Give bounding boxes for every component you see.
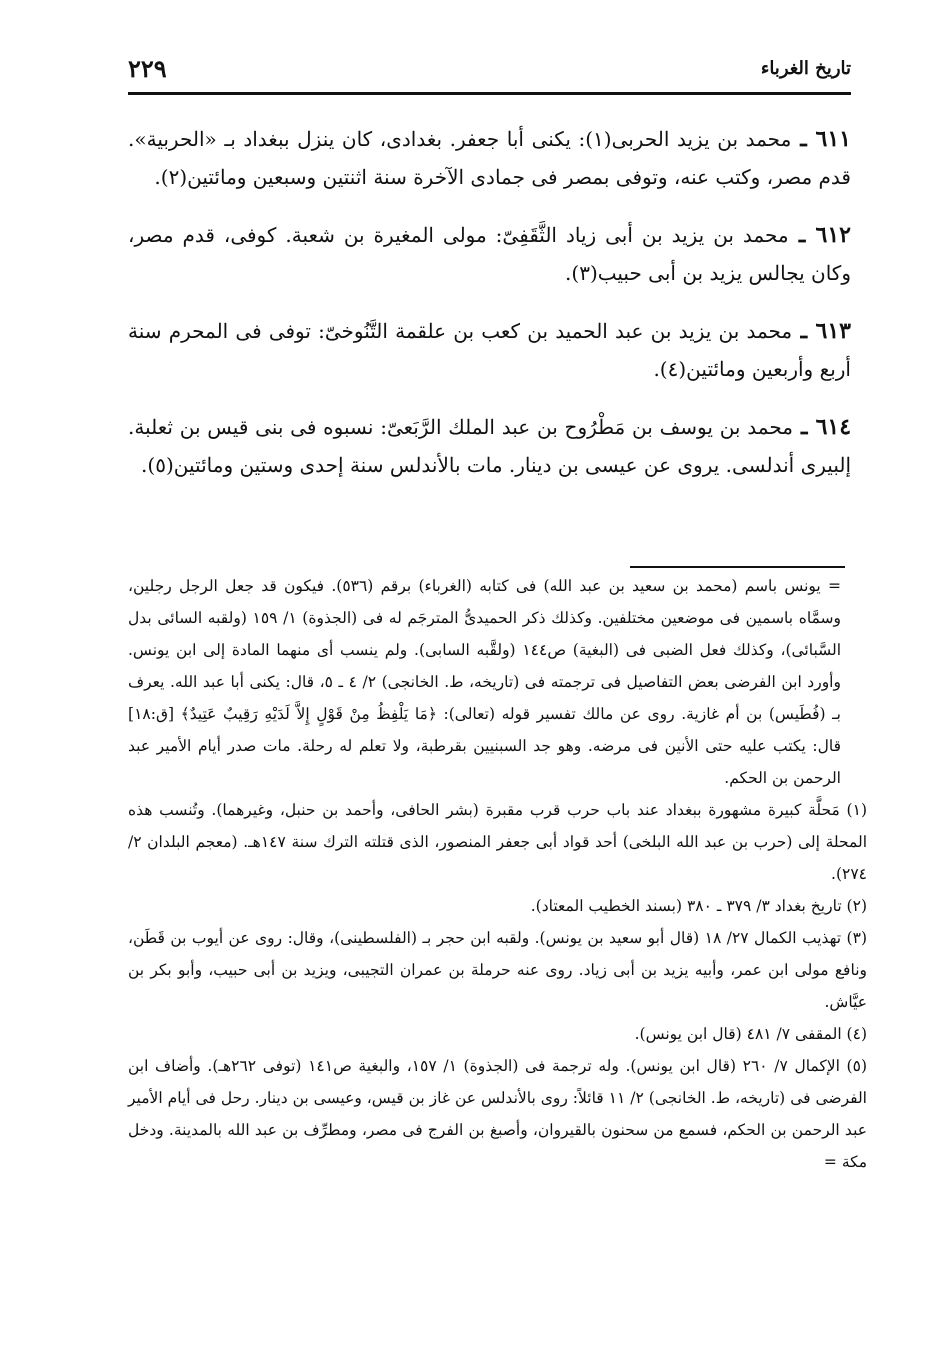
entry-number: ٦١٢ [815,222,851,248]
biography-entries [128,100,851,498]
page-number: ٢٢٩ [128,54,167,83]
footnote-2: (٢) تاريخ بغداد ٣/ ٣٧٩ ـ ٣٨٠ (بسند الخطيب المعتاد). [530,897,867,915]
footnote-continuation: = يونس باسم (محمد بن سعيد بن عبد الله) فى كتابه (الغرباء) برقم (٥٣٦). فيكون قد جعل الرجل رجلين، وسمَّاه باسمين فى موضعين مختلفين. وكذلك ذكر الحميدىُّ المترجَم له فى (الجذوة) ١/ ١٥٩ (ولقبه السائى بدل السَّبائى)، وكذلك فعل الضبى فى (البغية) ص١٤٤ (ولقَّبه السابى). ولم ينسب أى منهما المادة إلى ابن يونس. وأورد ابن الفرضى بعض التفاصيل فى ترجمته فى (تاريخه، ط. الخانجى) ٢/ ٤ ـ ٥، قال: يكنى أبا عبد الله. يعرف بـ (فُطَيس) بن أم غازية. روى عن مالك تفسير قوله (تعالى): ﴿مَا يَلْفِظُ مِنْ قَوْلٍ إِلاَّ لَدَيْهِ رَقِيبٌ عَتِيدٌ﴾ [ق:١٨] قال: يكتب عليه حتى الأنين فى مرضه. وهو جد السبنيين بقرطبة، ولا تعلم له رحلة. مات صدر أيام الأمير عبد الرحمن بن الحكم. [128,577,841,787]
entry-number: ٦١٣ [815,318,851,344]
running-header [128,52,851,92]
entry-611: ٦١١ ـ محمد بن يزيد الحربى(١): يكنى أبا جعفر. بغدادى، كان ينزل ببغداد بـ «الحربية». قدم مصر، وكتب عنه، وتوفى بمصر فى جمادى الآخرة سنة اثنتين وسبعين ومائتين(٢). [128,126,851,189]
footnote-3: (٣) تهذيب الكمال ٢٧/ ١٨ (قال أبو سعيد بن يونس). ولقبه ابن حجر بـ (الفلسطينى)، وقال: روى عن أيوب بن قَطَن، ونافع مولى ابن عمر، وأبيه يزيد بن أبى زياد. روى عنه حرملة بن عمران التجيبى، ويزيد بن أبى حبيب، وأبو بكر بن عيَّاش. [128,929,867,1011]
entry-613: ٦١٣ ـ محمد بن يزيد بن عبد الحميد بن كعب بن علقمة التَّنُوخىّ: توفى فى المحرم سنة أربع وأربعين ومائتين(٤). [128,318,851,381]
footnote-divider [630,566,845,568]
book-title: تاريخ الغرباء [760,58,851,79]
entry-number: ٦١١ [815,126,851,152]
entry-number: ٦١٤ [815,414,852,440]
entry-614: ٦١٤ ـ محمد بن يوسف بن مَطْرُوح بن عبد الملك الرَّبَعىّ: نسبوه فى بنى قيس بن ثعلبة. إلبيرى أندلسى. يروى عن عيسى بن دينار. مات بالأندلس سنة إحدى وستين ومائتين(٥). [128,414,852,477]
entry-text: محمد بن يزيد بن أبى زياد الثَّقَفِىّ: مولى المغيرة بن شعبة. كوفى، قدم مصر، وكان يجالس يزيد بن أبى حبيب(٣). [128,223,851,285]
header-divider [128,92,851,95]
footnote-1: (١) مَحلَّة كبيرة مشهورة ببغداد عند باب حرب قرب مقبرة (بشر الحافى، وأحمد بن حنبل، وغيرهما). وتُنسب هذه المحلة إلى (حرب بن عبد الله البلخى) أحد قواد أبى جعفر المنصور، الذى قتلته الترك سنة ١٤٧هـ. (معجم البلدان ٢/ ٢٧٤). [128,801,868,883]
footnote-4: (٤) المقفى ٧/ ٤٨١ (قال ابن يونس). [634,1025,867,1043]
entry-text: محمد بن يوسف بن مَطْرُوح بن عبد الملك الرَّبَعىّ: نسبوه فى بنى قيس بن ثعلبة. إلبيرى أندلسى. يروى عن عيسى بن دينار. مات بالأندلس سنة إحدى وستين ومائتين(٥). [128,415,851,477]
entry-text: محمد بن يزيد الحربى(١): يكنى أبا جعفر. بغدادى، كان ينزل ببغداد بـ «الحربية». قدم مصر، وكتب عنه، وتوفى بمصر فى جمادى الآخرة سنة اثنتين وسبعين ومائتين(٢). [128,127,851,189]
footnotes [128,570,867,1178]
footnote-5: (٥) الإكمال ٧/ ٢٦٠ (قال ابن يونس). وله ترجمة فى (الجذوة) ١/ ١٥٧، والبغية ص١٤١ (توفى ٢٦٢هـ). وأضاف ابن الفرضى فى (تاريخه، ط. الخانجى) ٢/ ١١ قائلاً: روى بالأندلس عن غاز بن قيس، وعيسى بن دينار. رحل فى أيام الأمير عبد الرحمن بن الحكم، فسمع من سحنون بالقيروان، وأصبغ بن الفرج فى مصر، ومطرِّف بن عبد الله بالمدينة. ودخل مكة = [128,1057,867,1171]
entry-612: ٦١٢ ـ محمد بن يزيد بن أبى زياد الثَّقَفِىّ: مولى المغيرة بن شعبة. كوفى، قدم مصر، وكان يجالس يزيد بن أبى حبيب(٣). [128,222,851,285]
entry-text: محمد بن يزيد بن عبد الحميد بن كعب بن علقمة التَّنُوخىّ: توفى فى المحرم سنة أربع وأربعين ومائتين(٤). [128,319,851,381]
